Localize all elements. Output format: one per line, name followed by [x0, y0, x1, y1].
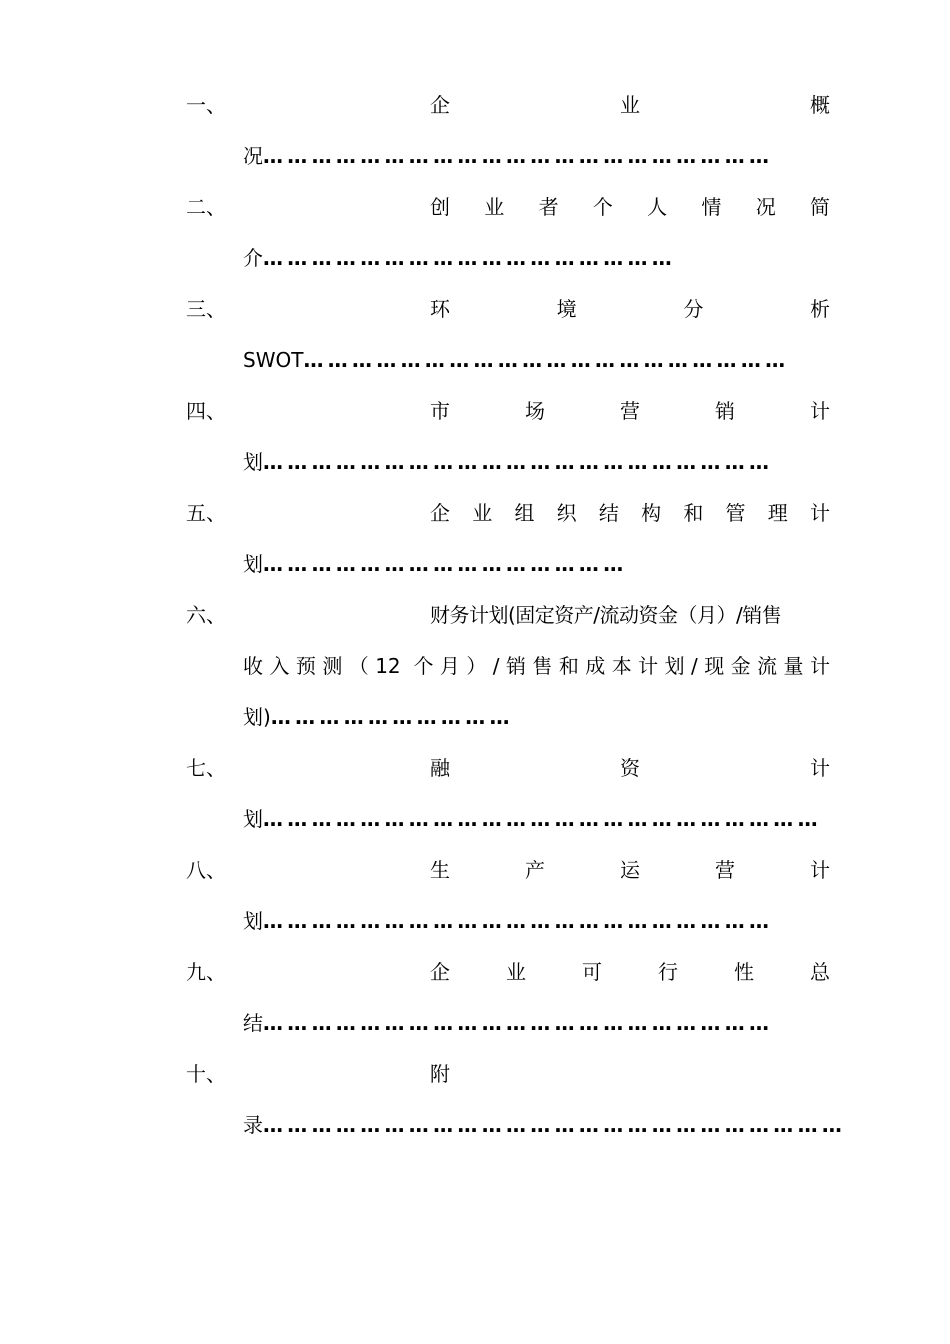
toc-entry-tail: 划: [243, 909, 263, 933]
toc-entry-number: 三、: [186, 297, 226, 321]
toc-entry-tail: 划: [243, 450, 263, 474]
toc-entry-number: 六、: [186, 603, 226, 627]
toc-entry-tail: SWOT: [243, 348, 304, 372]
dot-leader: ……………………………………………………………: [263, 807, 822, 831]
toc-entry[interactable]: [0, 1049, 950, 1151]
toc-entry-number: 二、: [186, 195, 226, 219]
toc-entry-last-line: [243, 539, 830, 590]
toc-entry-title: 企业概: [430, 93, 830, 117]
toc-entry-number: 十、: [186, 1062, 226, 1086]
toc-entry-title: 创业者个人情况简: [430, 195, 830, 219]
toc-entry-last-line: [243, 437, 830, 488]
dot-leader: ……………………………………………: [263, 246, 677, 270]
toc-entry-title: 市场营销计: [430, 399, 830, 423]
toc-entry-tail: 录: [243, 1113, 263, 1137]
dot-leader: ………………………………………………………………: [263, 1113, 847, 1137]
toc-entry-last-line: [243, 896, 830, 947]
toc-entry-number: 七、: [186, 756, 226, 780]
toc-entry[interactable]: [0, 182, 950, 284]
toc-entry[interactable]: [0, 488, 950, 590]
toc-entry-last-line: [243, 692, 830, 743]
toc-entry-last-line: [243, 1100, 847, 1151]
dot-leader: ………………………………………………………: [263, 1011, 774, 1035]
toc-entry[interactable]: [0, 590, 950, 743]
toc-entry-number: 四、: [186, 399, 226, 423]
toc-entry-title: 企业可行性总: [430, 960, 830, 984]
toc-entry[interactable]: [0, 743, 950, 845]
dot-leader: ……………………………………………………: [303, 348, 790, 372]
toc-entry-title: 财务计划(固定资产/流动资金（月）/销售: [430, 603, 782, 627]
toc-entry-tail: 划: [243, 552, 263, 576]
toc-entry-number: 八、: [186, 858, 226, 882]
toc-entry-title: 融资计: [430, 756, 830, 780]
toc-entry-title-continued: 收入预测（12 个月）/销售和成本计划/现金流量计: [243, 654, 830, 678]
toc-entry-number: 一、: [186, 93, 226, 117]
toc-entry-number: 九、: [186, 960, 226, 984]
dot-leader: ………………………………………: [263, 552, 628, 576]
toc-entry-title: 环境分析: [430, 297, 830, 321]
toc-entry-last-line: [243, 335, 830, 386]
toc-entry-last-line: [243, 998, 830, 1049]
toc-entry[interactable]: [0, 947, 950, 1049]
toc-entry[interactable]: [0, 284, 950, 386]
toc-entry-number: 五、: [186, 501, 226, 525]
toc-entry-tail: 结: [243, 1011, 263, 1035]
toc-entry[interactable]: [0, 845, 950, 947]
toc-entry-title: 附: [430, 1062, 450, 1086]
toc-entry-last-line: [243, 233, 830, 284]
dot-leader: ………………………………………………………: [263, 450, 774, 474]
toc-entry-title: 生产运营计: [430, 858, 830, 882]
toc-entry-title: 企业组织结构和管理计: [430, 501, 830, 525]
toc-entry-last-line: [243, 131, 830, 182]
dot-leader: …………………………: [270, 705, 514, 729]
table-of-contents: [0, 80, 950, 1151]
toc-entry-tail: 划): [243, 705, 271, 729]
toc-entry-tail: 况: [243, 144, 263, 168]
toc-entry-tail: 划: [243, 807, 263, 831]
dot-leader: ………………………………………………………: [263, 909, 774, 933]
toc-entry[interactable]: [0, 386, 950, 488]
dot-leader: ………………………………………………………: [263, 144, 774, 168]
toc-entry-last-line: [243, 794, 830, 845]
toc-entry-tail: 介: [243, 246, 263, 270]
toc-entry[interactable]: [0, 80, 950, 182]
